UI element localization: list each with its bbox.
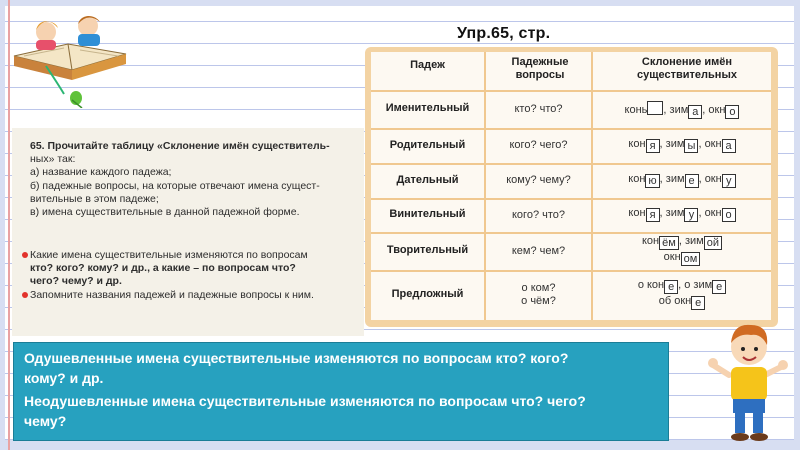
case-question: кому? чему? — [506, 174, 571, 186]
comma-separator: , — [663, 104, 670, 116]
word-form — [664, 251, 701, 263]
ending-box: я — [646, 208, 660, 222]
ending-box: а — [722, 139, 736, 153]
word-form — [705, 207, 736, 219]
word-stem: зим — [665, 207, 685, 219]
textbook-line: Какие имена существительные изменяются по вопросам — [30, 249, 308, 261]
word-stem: кон — [628, 172, 646, 185]
word-stem: окн — [704, 207, 722, 219]
ending-box: о — [725, 105, 739, 119]
case-name: Именительный — [385, 102, 470, 114]
word-stem: окн — [663, 251, 681, 263]
ending-box: ом — [681, 252, 701, 266]
children-reading-book-illustration — [6, 4, 136, 108]
red-bullet-icon — [22, 292, 28, 298]
textbook-excerpt — [12, 128, 364, 336]
word-form — [628, 173, 659, 185]
table-divider — [371, 90, 771, 92]
slide-frame-right — [794, 0, 800, 450]
ending-box: е — [664, 280, 678, 294]
red-bullet-icon — [22, 252, 28, 258]
declension-forms-line — [593, 207, 771, 222]
case-question: кто? что? — [514, 102, 563, 115]
slide-frame-bottom — [0, 440, 800, 450]
header-declension: Склонение имён существительных — [637, 56, 737, 81]
declension-table — [365, 47, 778, 327]
comma-separator: , — [698, 172, 705, 185]
table-divider — [484, 52, 486, 320]
ending-box: о — [722, 208, 736, 222]
textbook-line: в) имена существительные в данной падежной форме. — [30, 206, 300, 218]
word-form — [628, 138, 659, 150]
word-form — [705, 173, 736, 185]
textbook-line: б) падежные вопросы, на которые отвечают имена сущест- — [30, 180, 320, 192]
word-stem: окн — [708, 104, 726, 116]
word-stem: зим — [684, 235, 704, 247]
note-line: Одушевленные имена существительные изменяются по вопросам кто? кого? — [24, 350, 569, 366]
ending-box: ём — [659, 236, 679, 250]
case-question: кого? чего? — [509, 139, 568, 151]
word-form — [684, 279, 726, 291]
declension-forms-line — [593, 235, 771, 250]
word-stem: о зим — [684, 279, 713, 291]
note-line: Неодушевленные имена существительные изменяются по вопросам что? чего? — [24, 393, 586, 409]
case-question: кем? чем? — [511, 244, 566, 257]
declension-forms-line — [593, 101, 771, 119]
exercise-title: Упр.65, стр. — [457, 25, 551, 42]
word-form — [659, 295, 705, 307]
table-divider — [371, 270, 771, 272]
ending-box: я — [646, 139, 660, 153]
comma-separator: , — [659, 137, 666, 150]
word-form — [708, 104, 739, 116]
word-form — [628, 207, 659, 219]
note-line: чему? — [24, 413, 67, 429]
declension-forms-line — [593, 295, 771, 310]
word-stem: об окн — [658, 295, 692, 307]
word-form — [638, 279, 678, 291]
declension-forms-line — [593, 173, 771, 188]
table-divider — [371, 232, 771, 234]
declension-table-grid — [371, 52, 771, 320]
word-stem: окн — [704, 172, 722, 185]
ending-box — [647, 101, 663, 115]
ending-box: у — [722, 174, 736, 188]
comma-separator: , — [678, 279, 685, 291]
word-stem: зим — [665, 137, 685, 150]
ending-box: у — [684, 208, 698, 222]
ending-box: ю — [645, 174, 659, 188]
slide-frame-left — [0, 0, 5, 450]
comma-separator: , — [678, 235, 685, 247]
word-form — [666, 138, 699, 150]
case-question: о ком? — [521, 282, 556, 294]
comma-separator: , — [698, 137, 705, 150]
word-stem: окн — [704, 137, 722, 150]
textbook-line: а) название каждого падежа; — [30, 166, 172, 178]
textbook-line: 65. Прочитайте таблицу «Склонение имён существитель- — [30, 140, 330, 152]
table-divider — [371, 128, 771, 130]
ending-box: ой — [704, 236, 722, 250]
textbook-line: кто? кого? кому? и др., а какие – по вопросам что? — [30, 262, 296, 274]
ending-box: е — [685, 174, 699, 188]
word-stem: зим — [665, 172, 685, 185]
case-question: о чём? — [521, 295, 556, 307]
ending-box: ы — [684, 139, 698, 153]
textbook-line: Запомните названия падежей и падежные вопросы к ним. — [30, 289, 314, 301]
word-form — [705, 138, 736, 150]
ending-box: е — [691, 296, 705, 310]
word-stem: конь — [624, 104, 648, 116]
declension-forms-line — [593, 279, 771, 294]
word-form — [642, 235, 679, 247]
textbook-line: ных» так: — [30, 153, 76, 165]
ending-box: а — [688, 105, 702, 119]
comma-separator: , — [702, 104, 709, 116]
header-questions: Падежные вопросы — [511, 56, 569, 81]
waving-boy-illustration — [703, 317, 793, 443]
declension-forms-line — [593, 251, 771, 266]
case-name: Дательный — [396, 173, 459, 186]
word-form — [666, 207, 699, 219]
header-case: Падеж — [410, 59, 445, 71]
case-name: Творительный — [386, 244, 469, 256]
note-line: кому? и др. — [24, 370, 104, 386]
table-divider — [371, 198, 771, 200]
word-form — [685, 235, 722, 247]
case-question: кого? что? — [512, 208, 565, 221]
word-form — [625, 104, 664, 116]
word-form — [670, 104, 703, 116]
table-divider — [371, 163, 771, 165]
case-name: Предложный — [391, 288, 464, 300]
word-stem: кон — [628, 137, 646, 150]
case-name: Винительный — [389, 208, 466, 220]
comma-separator: , — [659, 172, 666, 185]
ending-box: е — [712, 280, 726, 294]
word-stem: зим — [669, 104, 689, 116]
textbook-line: чего? чему? и др. — [30, 275, 122, 287]
rule-note-box — [13, 342, 669, 441]
comma-separator: , — [659, 207, 666, 219]
word-stem: кон — [628, 207, 646, 219]
case-name: Родительный — [389, 138, 466, 151]
textbook-line: вительные в этом падеже; — [30, 193, 159, 205]
word-form — [666, 173, 699, 185]
word-stem: о кон — [637, 279, 665, 291]
comma-separator: , — [698, 207, 705, 219]
word-stem: кон — [642, 235, 660, 247]
declension-forms-line — [593, 138, 771, 153]
